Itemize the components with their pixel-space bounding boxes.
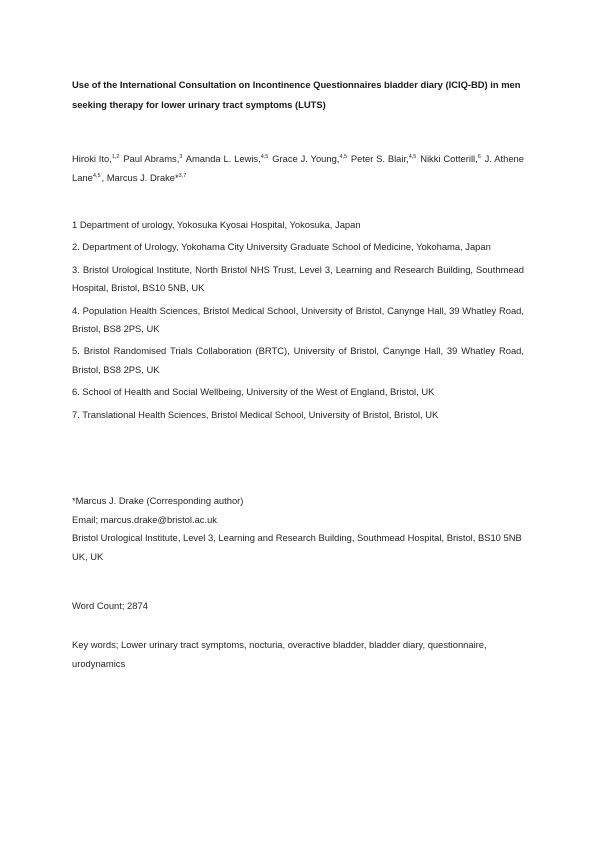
author-name: Hiroki Ito, <box>72 153 112 164</box>
affiliation-item: 2. Department of Urology, Yokohama City University Graduate School of Medicine, Yokohama, Japan <box>72 241 491 253</box>
author-affiliation-marker: 3 <box>179 154 183 160</box>
affiliation-item: 4. Population Health Sciences, Bristol Medical School, University of Bristol, Canynge Hall, 39 Whatley Road, Bristol, BS8 2PS, UK <box>72 304 524 335</box>
author-name: Peter S. Blair, <box>350 153 409 164</box>
affiliation-item: 3. Bristol Urological Institute, North Bristol NHS Trust, Level 3, Learning and Research Building, Southmead Hospital, Bristol, BS10 5NB, UK <box>72 263 524 294</box>
author-name: Amanda L. Lewis, <box>185 153 261 164</box>
affiliation-item: 6. School of Health and Social Wellbeing, University of the West of England, Bristol, UK <box>72 386 435 398</box>
author-affiliation-marker: 1,2 <box>111 154 120 160</box>
author-name: Paul Abrams, <box>123 153 180 164</box>
author-name: Grace J. Young, <box>272 153 340 164</box>
affiliation-list <box>72 216 524 428</box>
affiliation-item: 1 Department of urology, Yokosuka Kyosai Hospital, Yokosuka, Japan <box>72 219 361 230</box>
author-affiliation-marker: 4,5 <box>92 173 101 179</box>
corresponding-author-name: *Marcus J. Drake (Corresponding author) <box>72 495 244 506</box>
author-name: J. Athene Lane <box>72 153 524 183</box>
author-list <box>72 149 524 187</box>
affiliation-item: 5. Bristol Randomised Trials Collaboration (BRTC), University of Bristol, Canynge Hall, 39 Whatley Road, Bristol, BS8 2PS, UK <box>72 345 524 375</box>
corresponding-author-address: Bristol Urological Institute, Level 3, Learning and Research Building, Southmead Hospital, Bristol, BS10 5NB UK, UK <box>72 532 522 562</box>
keywords: Key words; Lower urinary tract symptoms, nocturia, overactive bladder, bladder diary, questionnaire, urodynamics <box>72 639 487 669</box>
author-name: , Marcus J. Drake* <box>101 172 179 183</box>
word-count: Word Count; 2874 <box>72 600 148 611</box>
author-affiliation-marker: 3,7 <box>178 173 187 179</box>
corresponding-author-block <box>72 492 524 566</box>
author-affiliation-marker: 4,5 <box>339 154 348 160</box>
paper-title: Use of the International Consultation on Incontinence Questionnaires bladder diary (ICIQ-BD) in men seeking therapy for lower urinary tract symptoms (LUTS) <box>72 79 521 110</box>
author-affiliation-marker: 6 <box>477 154 481 160</box>
corresponding-author-email: Email; marcus.drake@bristol.ac.uk <box>72 513 217 525</box>
author-affiliation-marker: 4,5 <box>408 154 417 160</box>
author-name: Nikki Cotterill, <box>420 153 478 164</box>
affiliation-item: 7. Translational Health Sciences, Bristol Medical School, University of Bristol, Bristol, UK <box>72 408 439 420</box>
author-affiliation-marker: 4,5 <box>260 154 269 160</box>
